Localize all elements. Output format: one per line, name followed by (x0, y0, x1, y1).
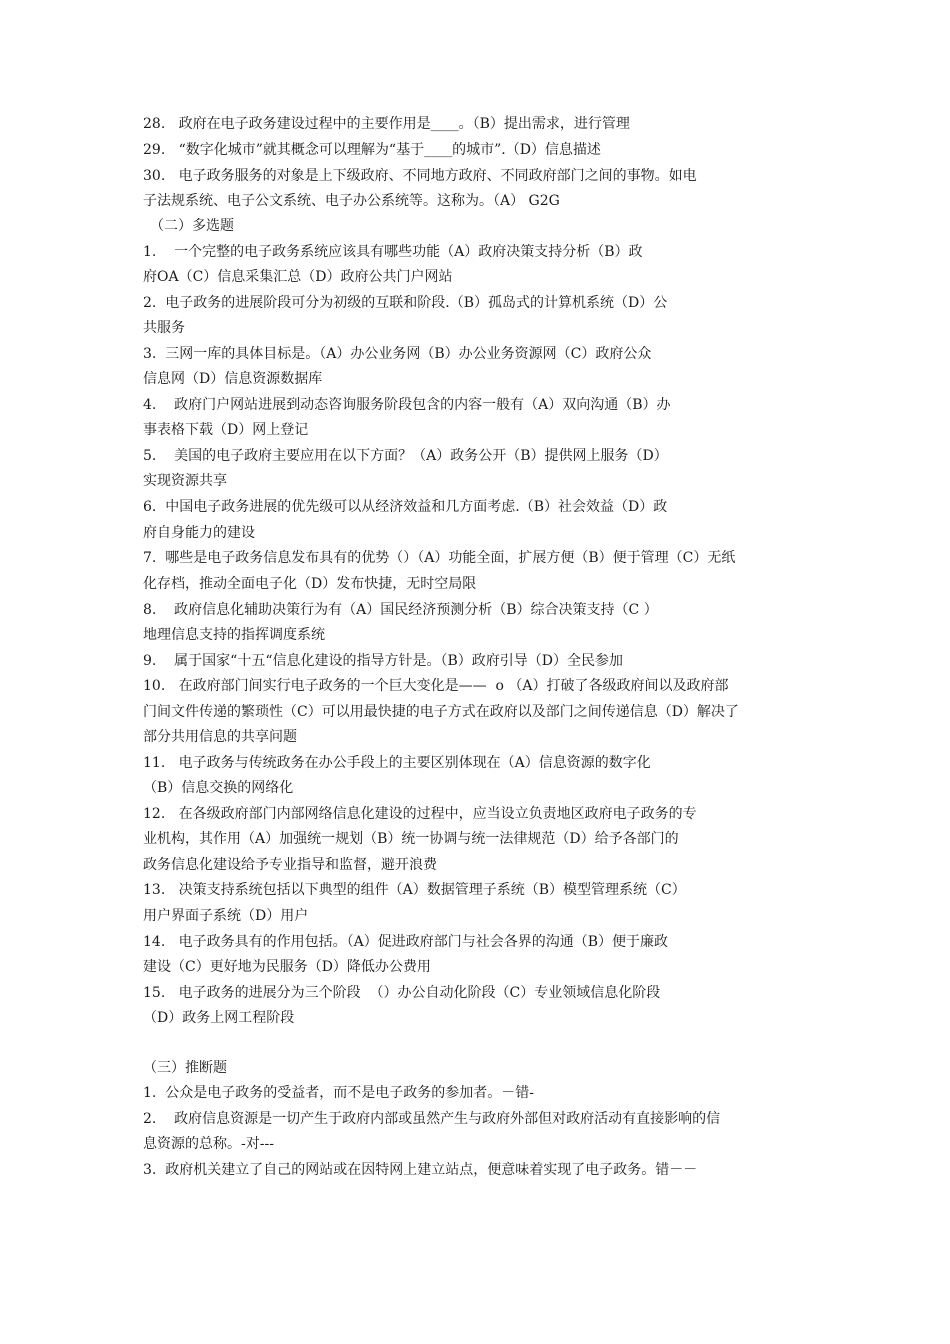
text-line: （D）政务上网工程阶段 (143, 1010, 295, 1026)
section-heading: （二）多选题 (150, 218, 234, 234)
section-heading: （三）推断题 (143, 1060, 227, 1076)
text-line: 信息网（D）信息资源数据库 (143, 371, 323, 387)
text-line: 6. 中国电子政务进展的优先级可以从经济效益和几方面考虑.（B）社会效益（D）政 (143, 499, 668, 515)
text-line: 28. 政府在电子政务建设过程中的主要作用是____。（B）提出需求，进行管理 (143, 116, 630, 132)
text-line: 建设（C）更好地为民服务（D）降低办公费用 (143, 959, 431, 975)
text-line: 4. 政府门户网站进展到动态咨询服务阶段包含的内容一般有（A）双向沟通（B）办 (143, 397, 671, 413)
text-line: 门间文件传递的繁琐性（C）可以用最快捷的电子方式在政府以及部门之间传递信息（D）解决了 (143, 704, 739, 720)
text-line: 13. 决策支持系统包括以下典型的组件（A）数据管理子系统（B）模型管理系统（C） (143, 882, 686, 898)
text-line: 7. 哪些是电子政务信息发布具有的优势（）（A）功能全面，扩展方便（B）便于管理（C）无纸 (143, 550, 736, 566)
text-line: 10. 在政府部门间实行电子政务的一个巨大变化是—— o （A）打破了各级政府间以及政府部 (143, 678, 729, 694)
text-line: 3. 政府机关建立了自己的网站或在因特网上建立站点，便意味着实现了电子政务。错－－ (143, 1162, 698, 1178)
text-line: 12. 在各级政府部门内部网络信息化建设的过程中，应当设立负责地区政府电子政务的专 (143, 806, 697, 822)
text-line: 用户界面子系统（D）用户 (143, 908, 309, 924)
text-line: 业机构，其作用（A）加强统一规划（B）统一协调与统一法律规范（D）给予各部门的 (143, 831, 679, 847)
text-line: （B）信息交换的网络化 (143, 780, 294, 796)
text-line: 息资源的总称。-对--- (143, 1136, 274, 1152)
text-line: 8. 政府信息化辅助决策行为有（A）国民经济预测分析（B）综合决策支持（C ） (143, 602, 658, 618)
text-line: 1. 公众是电子政务的受益者，而不是电子政务的参加者。－错- (143, 1085, 534, 1101)
text-line: 实现资源共享 (143, 473, 227, 489)
text-line: 2. 电子政务的进展阶段可分为初级的互联和阶段.（B）孤岛式的计算机系统（D）公 (143, 295, 668, 311)
text-line: 府自身能力的建设 (143, 525, 255, 541)
text-line: 3. 三网一库的具体目标是。（A）办公业务网（B）办公业务资源网（C）政府公众 (143, 346, 652, 362)
text-line: 地理信息支持的指挥调度系统 (143, 627, 325, 643)
text-line: 部分共用信息的共享问题 (143, 729, 297, 745)
text-line: 1. 一个完整的电子政务系统应该具有哪些功能（A）政府决策支持分析（B）政 (143, 244, 643, 260)
text-line: 30. 电子政务服务的对象是上下级政府、不同地方政府、不同政府部门之间的事物。如电 (143, 168, 697, 184)
text-line: 5. 美国的电子政府主要应用在以下方面？（A）政务公开（B）提供网上服务（D） (143, 448, 668, 464)
text-line: 11. 电子政务与传统政务在办公手段上的主要区别体现在（A）信息资源的数字化 (143, 755, 651, 771)
text-line: 府OA（C）信息采集汇总（D）政府公共门户网站 (143, 269, 453, 285)
text-line: 子法规系统、电子公文系统、电子办公系统等。这称为。（A） G2G (143, 193, 560, 209)
text-line: 共服务 (143, 320, 185, 336)
text-line: 14. 电子政务具有的作用包括。（A）促进政府部门与社会各界的沟通（B）便于廉政 (143, 934, 669, 950)
text-line: 事表格下载（D）网上登记 (143, 422, 309, 438)
text-line: 化存档，推动全面电子化（D）发布快捷，无时空局限 (143, 576, 477, 592)
text-line: 政务信息化建设给予专业指导和监督，避开浪费 (143, 857, 437, 873)
text-line: 15. 电子政务的进展分为三个阶段 （）办公自动化阶段（C）专业领域信息化阶段 (143, 985, 661, 1001)
text-line: 9. 属于国家“十五“信息化建设的指导方针是。（B）政府引导（D）全民参加 (143, 653, 623, 669)
text-line: 29. “数字化城市”就其概念可以理解为“基于____的城市”.（D）信息描述 (143, 142, 601, 158)
text-line: 2. 政府信息资源是一切产生于政府内部或虽然产生与政府外部但对政府活动有直接影响的信 (143, 1111, 721, 1127)
